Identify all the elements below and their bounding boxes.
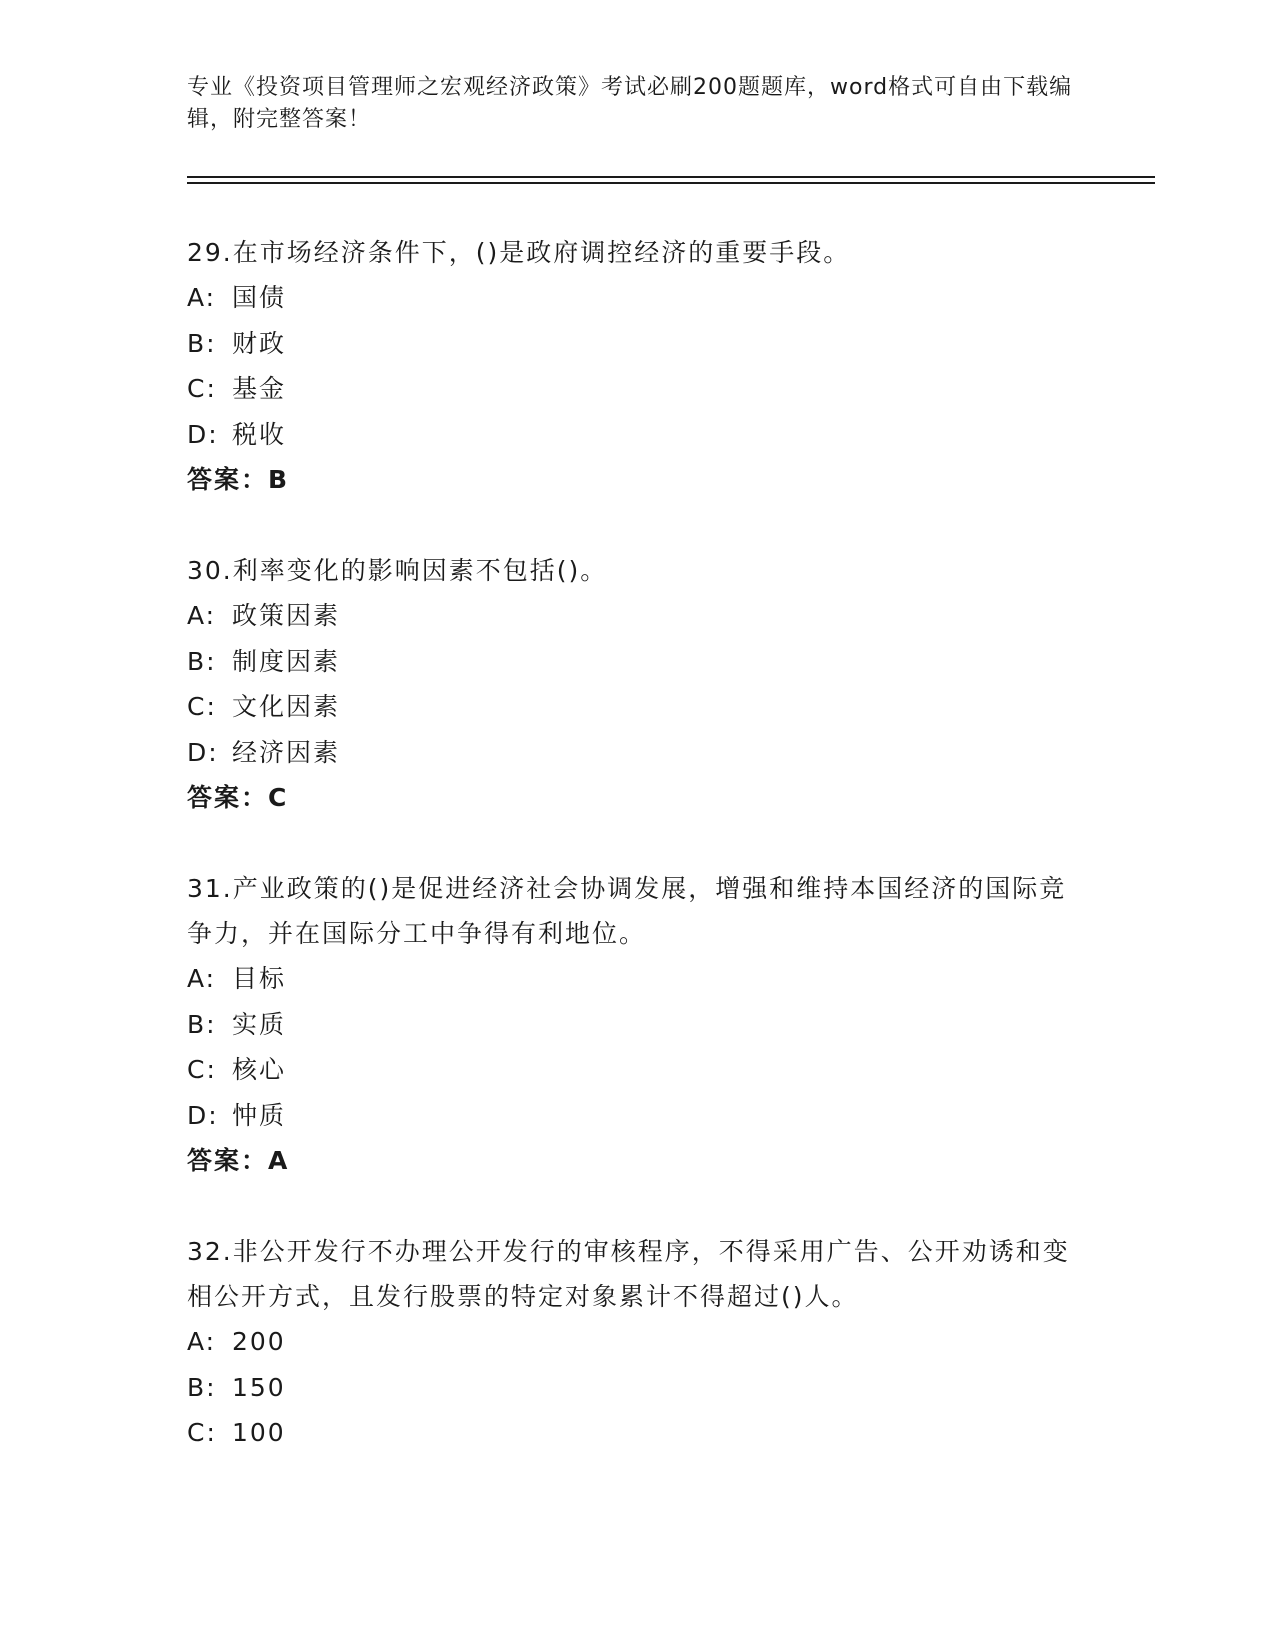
option-text: 100	[232, 1418, 286, 1447]
option-d	[187, 412, 1087, 458]
answer: 答案：B	[187, 465, 290, 494]
option-b	[187, 1365, 1087, 1411]
option-b	[187, 639, 1087, 685]
option-letter: C:	[187, 1418, 217, 1447]
option-c	[187, 366, 1087, 412]
question-29	[187, 230, 1087, 502]
option-letter: C:	[187, 374, 217, 403]
option-d	[187, 730, 1087, 776]
option-c	[187, 1047, 1087, 1093]
answer: 答案：C	[187, 783, 289, 812]
option-letter: A:	[187, 601, 217, 630]
option-a	[187, 275, 1087, 321]
option-letter: A:	[187, 964, 217, 993]
option-c	[187, 684, 1087, 730]
option-text: 政策因素	[232, 601, 341, 630]
document-header: 专业《投资项目管理师之宏观经济政策》考试必刷200题题库，word格式可自由下载编辑，附完整答案！	[187, 75, 1073, 132]
option-a	[187, 1319, 1087, 1365]
question-stem: 32.非公开发行不办理公开发行的审核程序，不得采用广告、公开劝诱和变相公开方式，且发行股票的特定对象累计不得超过()人。	[187, 1237, 1070, 1311]
option-letter: B:	[187, 646, 217, 676]
option-text: 目标	[232, 964, 287, 993]
option-letter: B:	[187, 1009, 217, 1039]
option-text: 忡质	[232, 1100, 287, 1130]
option-text: 核心	[232, 1055, 287, 1084]
option-text: 国债	[232, 283, 287, 312]
header-rule-bottom	[187, 182, 1155, 184]
option-text: 200	[232, 1327, 286, 1356]
option-text: 经济因素	[232, 737, 341, 767]
option-text: 基金	[232, 374, 287, 403]
question-30	[187, 548, 1087, 820]
option-letter: D:	[187, 1100, 219, 1130]
option-text: 制度因素	[232, 646, 341, 676]
option-text: 150	[232, 1372, 286, 1402]
option-letter: D:	[187, 419, 219, 449]
header-rule-top	[187, 176, 1155, 178]
question-stem: 31.产业政策的()是促进经济社会协调发展，增强和维持本国经济的国际竞争力，并在国际分工中争得有利地位。	[187, 874, 1067, 948]
option-b	[187, 1002, 1087, 1048]
question-stem: 30.利率变化的影响因素不包括()。	[187, 556, 608, 585]
option-d	[187, 1093, 1087, 1139]
option-b	[187, 321, 1087, 367]
option-letter: A:	[187, 1327, 217, 1356]
option-text: 文化因素	[232, 692, 341, 721]
option-c	[187, 1410, 1087, 1456]
question-list	[187, 230, 1087, 1502]
option-letter: A:	[187, 283, 217, 312]
question-stem: 29.在市场经济条件下，()是政府调控经济的重要手段。	[187, 238, 851, 267]
option-letter: D:	[187, 737, 219, 767]
answer: 答案：A	[187, 1146, 290, 1175]
option-a	[187, 956, 1087, 1002]
question-32	[187, 1229, 1087, 1456]
option-text: 实质	[232, 1009, 287, 1039]
option-text: 财政	[232, 328, 287, 358]
option-letter: B:	[187, 1372, 217, 1402]
option-a	[187, 593, 1087, 639]
option-letter: C:	[187, 692, 217, 721]
option-letter: B:	[187, 328, 217, 358]
option-letter: C:	[187, 1055, 217, 1084]
question-31	[187, 866, 1087, 1183]
option-text: 税收	[232, 419, 287, 449]
